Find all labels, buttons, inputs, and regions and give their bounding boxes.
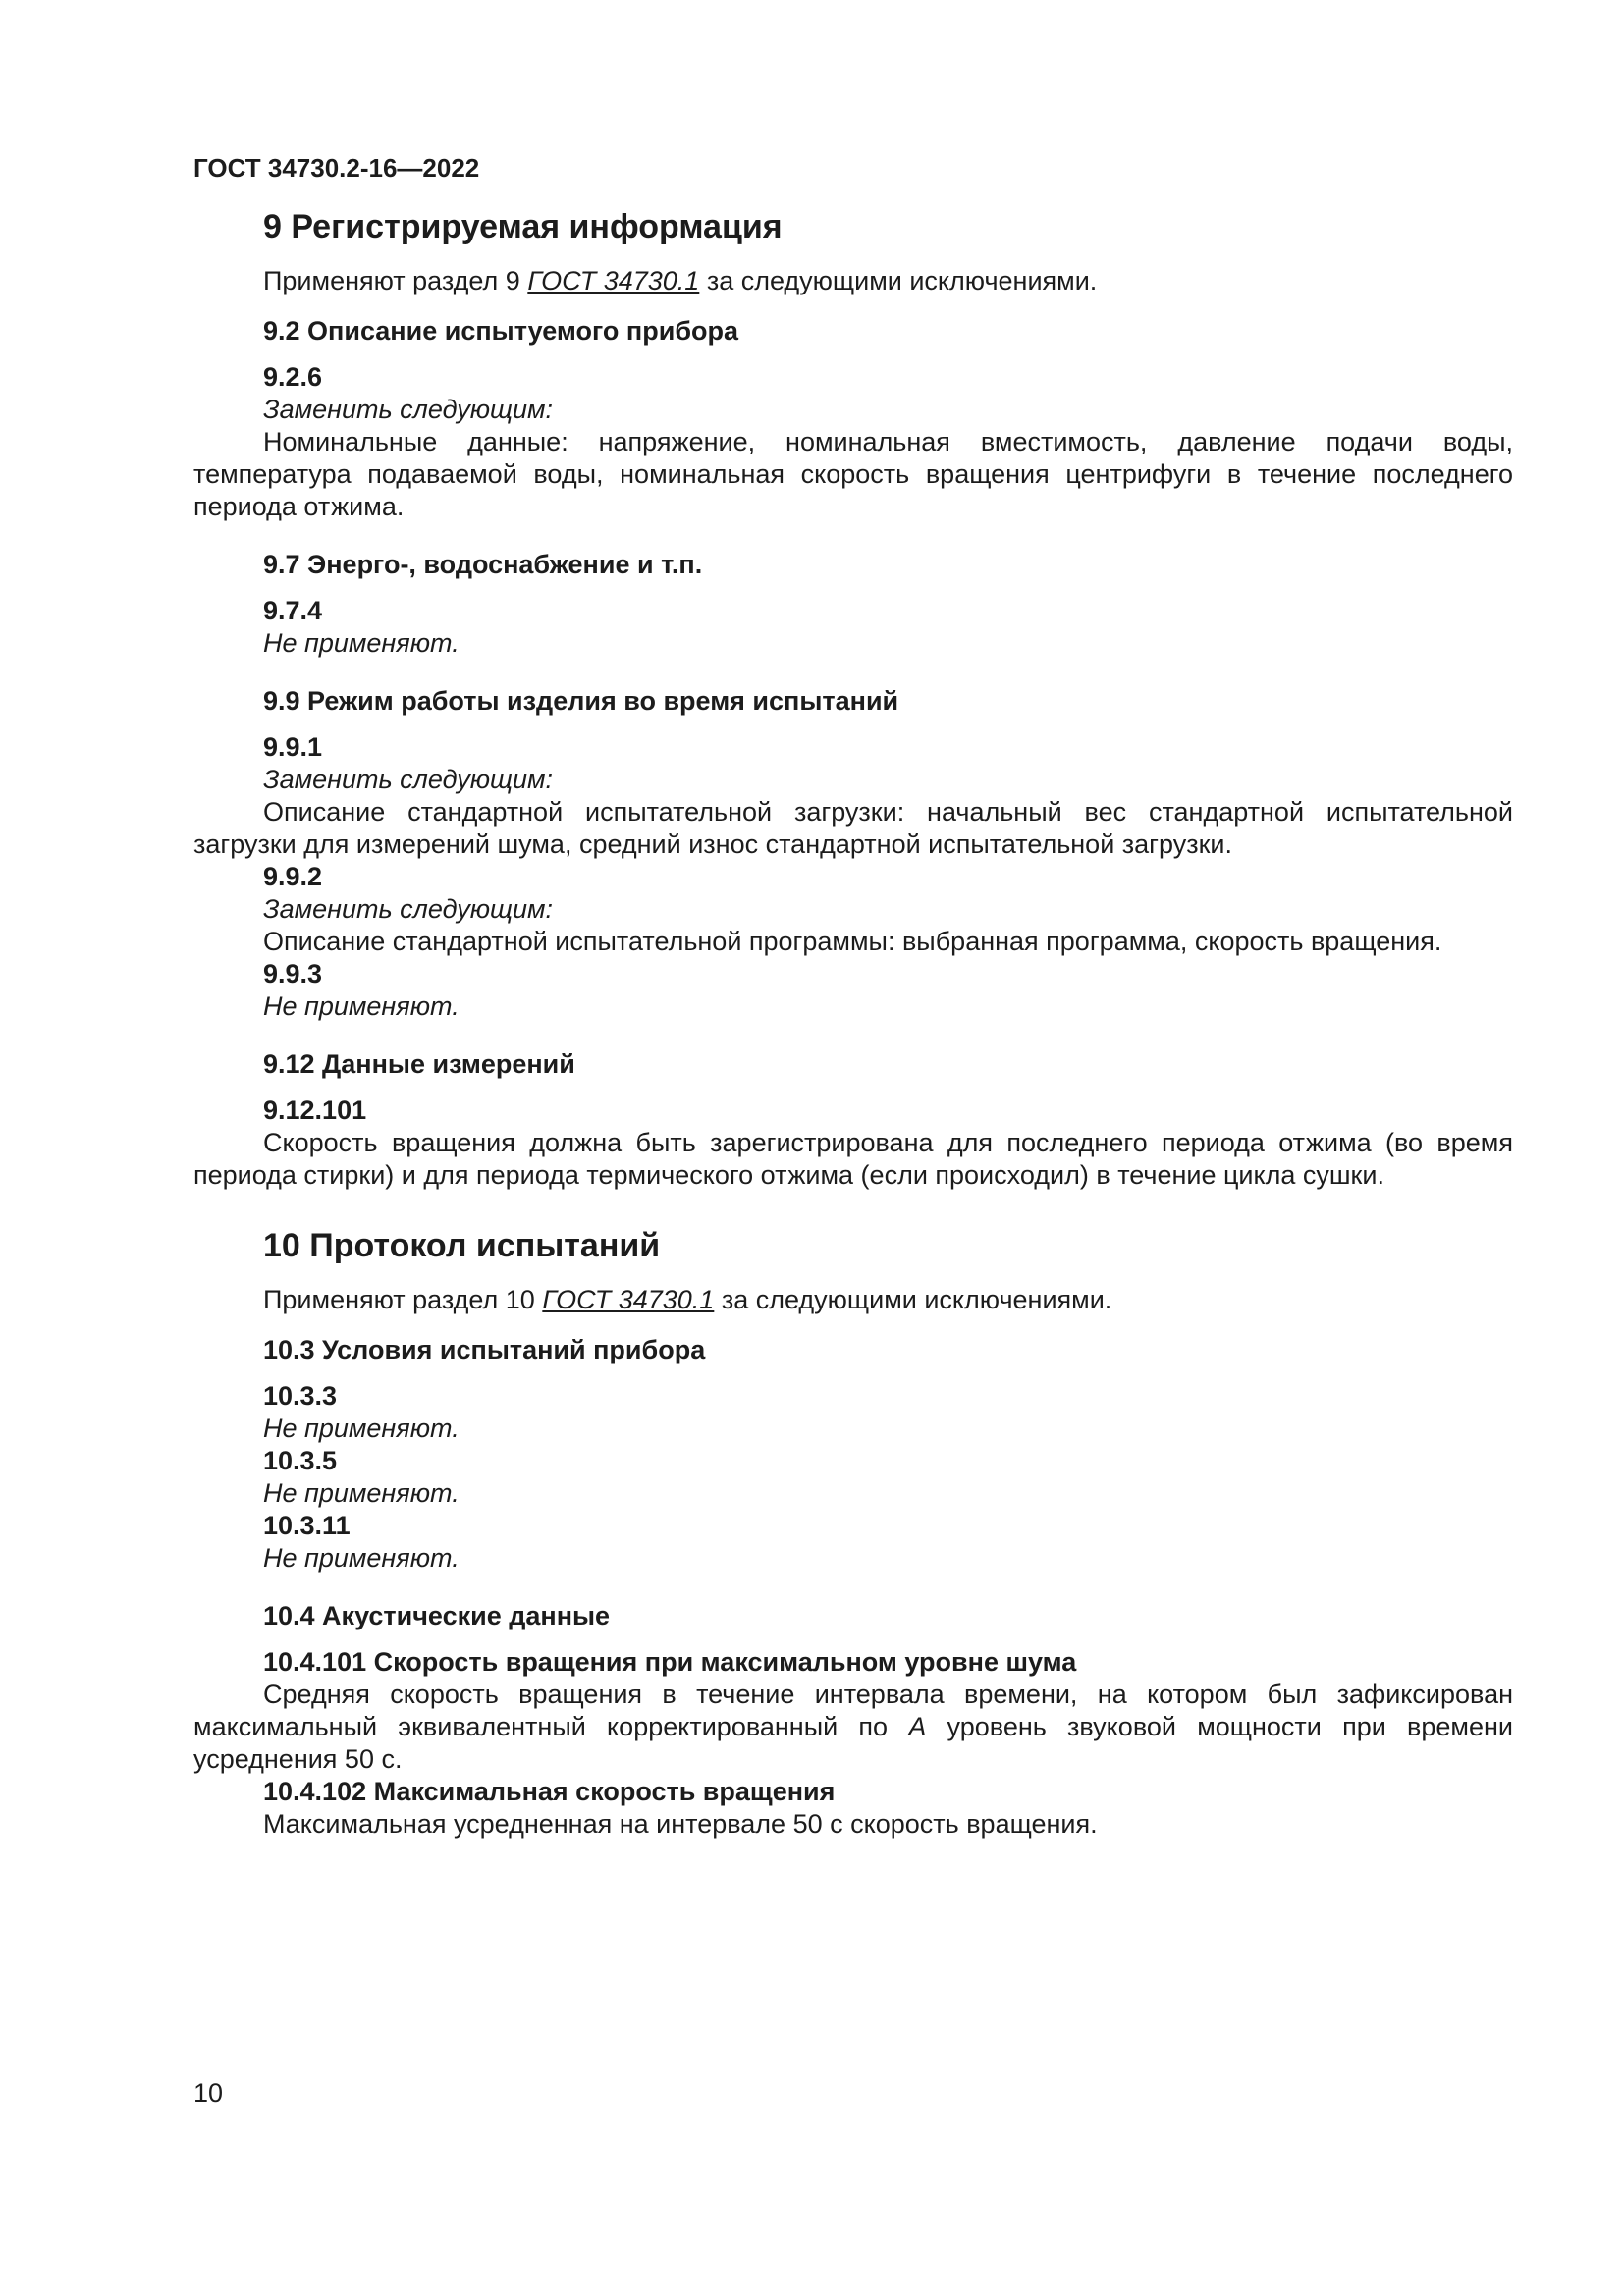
gost-34730-1-link[interactable]: ГОСТ 34730.1 bbox=[527, 266, 700, 295]
subsection-9-9-heading: 9.9 Режим работы изделия во время испытаний bbox=[263, 686, 899, 716]
subsection-10-4-heading: 10.4 Акустические данные bbox=[263, 1601, 611, 1630]
document-body bbox=[193, 206, 1513, 1841]
clause-9-9-3-instruction: Не применяют. bbox=[263, 991, 460, 1021]
clause-10-3-5-instruction: Не применяют. bbox=[263, 1478, 460, 1508]
clause-9-12-101-text: Скорость вращения должна быть зарегистрирована для последнего периода отжима (во время периода стирки) и для периода термического отжима (если происходил) в течение цикла сушки. bbox=[193, 1128, 1513, 1190]
clause-9-2-6-instruction: Заменить следующим: bbox=[263, 395, 554, 424]
clause-9-2-6-text: Номинальные данные: напряжение, номинальная вместимость, давление подачи воды, температура подаваемой воды, номинальная скорость вращения центрифуги в течение последнего периода отжима. bbox=[193, 427, 1513, 521]
clause-9-9-3-number: 9.9.3 bbox=[263, 959, 323, 988]
subsection-9-7-heading: 9.7 Энерго-, водоснабжение и т.п. bbox=[263, 550, 703, 579]
clause-10-4-102-heading: 10.4.102 Максимальная скорость вращения bbox=[263, 1777, 836, 1806]
clause-9-7-4-number: 9.7.4 bbox=[263, 596, 323, 625]
clause-9-9-1-number: 9.9.1 bbox=[263, 732, 323, 762]
clause-9-9-2-text: Описание стандартной испытательной программы: выбранная программа, скорость вращения. bbox=[263, 927, 1442, 956]
page-number: 10 bbox=[193, 2078, 224, 2108]
clause-9-9-2-instruction: Заменить следующим: bbox=[263, 894, 554, 924]
clause-10-4-101-heading: 10.4.101 Скорость вращения при максимальном уровне шума bbox=[263, 1647, 1077, 1677]
clause-10-3-11-instruction: Не применяют. bbox=[263, 1543, 460, 1573]
document-designation: ГОСТ 34730.2-16—2022 bbox=[193, 153, 480, 183]
gost-34730-1-link-2[interactable]: ГОСТ 34730.1 bbox=[542, 1285, 715, 1314]
section-10-title: 10 Протокол испытаний bbox=[263, 1227, 661, 1264]
clause-9-9-2-number: 9.9.2 bbox=[263, 862, 323, 891]
clause-9-2-6-number: 9.2.6 bbox=[263, 362, 323, 392]
clause-10-3-5-number: 10.3.5 bbox=[263, 1446, 338, 1475]
clause-10-3-11-number: 10.3.11 bbox=[263, 1511, 351, 1540]
section-10-intro: Применяют раздел 10 ГОСТ 34730.1 за следующими исключениями. bbox=[263, 1285, 1112, 1314]
subsection-9-2-heading: 9.2 Описание испытуемого прибора bbox=[263, 316, 738, 346]
clause-10-3-3-number: 10.3.3 bbox=[263, 1381, 338, 1411]
clause-10-4-102-text: Максимальная усредненная на интервале 50 с скорость вращения. bbox=[263, 1809, 1098, 1839]
clause-9-12-101-number: 9.12.101 bbox=[263, 1095, 367, 1125]
clause-9-9-1-text: Описание стандартной испытательной загрузки: начальный вес стандартной испытательной загрузки для измерений шума, средний износ стандартной испытательной загрузки. bbox=[193, 797, 1513, 859]
subsection-9-12-heading: 9.12 Данные измерений bbox=[263, 1049, 575, 1079]
clause-10-3-3-instruction: Не применяют. bbox=[263, 1414, 460, 1443]
clause-9-7-4-instruction: Не применяют. bbox=[263, 628, 460, 658]
clause-9-9-1-instruction: Заменить следующим: bbox=[263, 765, 554, 794]
subsection-10-3-heading: 10.3 Условия испытаний прибора bbox=[263, 1335, 706, 1364]
section-9-title: 9 Регистрируемая информация bbox=[263, 208, 783, 245]
section-9-intro: Применяют раздел 9 ГОСТ 34730.1 за следующими исключениями. bbox=[263, 266, 1098, 295]
clause-10-4-101-text: Средняя скорость вращения в течение интервала времени, на котором был зафиксирован максимальный эквивалентный корректированный по А уровень звуковой мощности при времени усреднения 50 с. bbox=[193, 1680, 1513, 1774]
